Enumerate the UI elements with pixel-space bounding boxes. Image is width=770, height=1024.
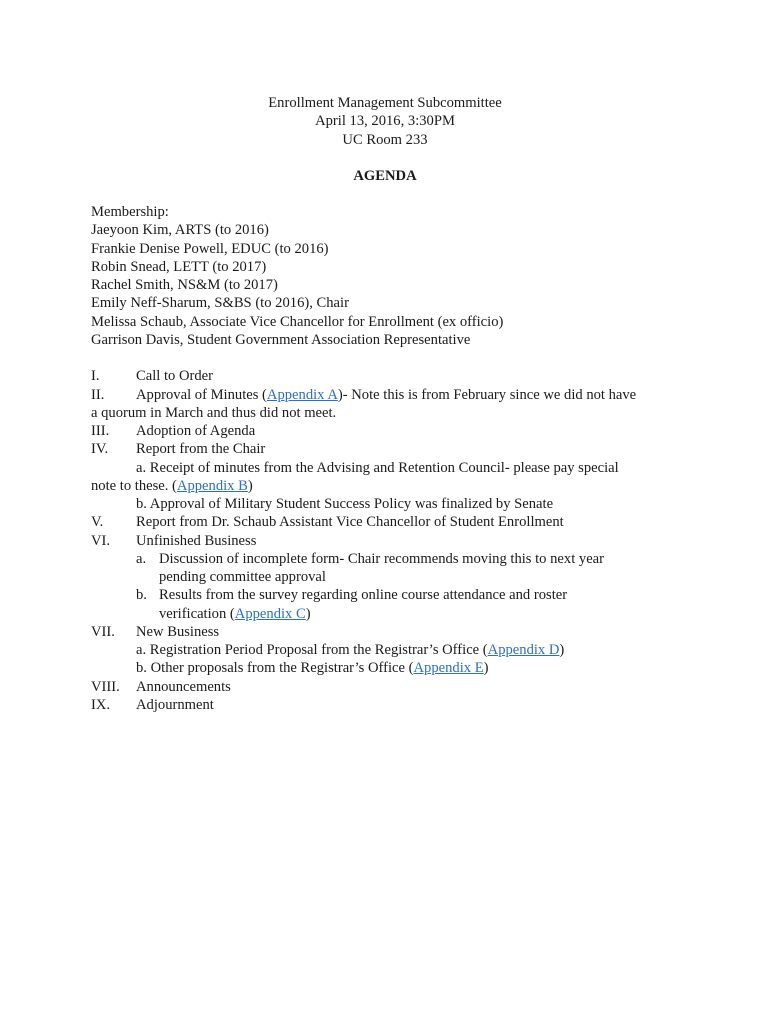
item-text: ) [305, 605, 311, 622]
member-item: Jaeyoon Kim, ARTS (to 2016) [91, 222, 269, 239]
agenda-item-ii-continuation: a quorum in March and thus did not meet. [91, 404, 337, 421]
agenda-item-iv [91, 440, 691, 458]
sub-item-vii-b [91, 659, 691, 677]
item-text: New Business [136, 623, 220, 640]
item-number: IV. [91, 441, 109, 458]
sub-item-iv-a-continuation [91, 477, 691, 495]
member-item: Robin Snead, LETT (to 2017) [91, 258, 267, 275]
member-item: Rachel Smith, NS&M (to 2017) [91, 277, 278, 293]
agenda-item-v [91, 513, 691, 531]
agenda-item-ii [91, 386, 691, 404]
item-number: VI. [91, 532, 111, 549]
item-text: verification ( [159, 605, 235, 622]
sub-item-vi-b-continuation [91, 605, 691, 623]
sub-item-vi-a [91, 550, 691, 568]
item-text: Adjournment [136, 696, 214, 713]
appendix-b-link[interactable]: Appendix B [176, 477, 248, 494]
appendix-d-link[interactable]: Appendix D [487, 642, 560, 658]
sub-item-iv-b: b. Approval of Military Student Success Policy was finalized by Senate [136, 496, 554, 512]
membership-label: Membership: [91, 204, 169, 220]
item-number: III. [91, 423, 110, 439]
item-number: II. [91, 386, 105, 403]
item-text: a. Registration Period Proposal from the Registrar’s Office ( [136, 642, 488, 658]
item-text: ) [483, 660, 489, 677]
sub-item-vii-a [91, 641, 691, 659]
meeting-room: UC Room 233 [342, 131, 428, 148]
item-text: Announcements [136, 678, 231, 695]
item-number: VIII. [91, 678, 120, 695]
item-text: Report from the Chair [136, 441, 266, 458]
item-text: ) [247, 477, 253, 494]
item-number: VII. [91, 623, 115, 640]
item-text: Discussion of incomplete form- Chair recommends moving this to next year [159, 550, 605, 567]
document-header [0, 94, 770, 185]
agenda-item-ix [91, 696, 691, 714]
member-item: Garrison Davis, Student Government Association Representative [91, 331, 471, 348]
item-number: V. [91, 514, 104, 531]
sub-item-letter: a. [136, 550, 147, 567]
member-item: Frankie Denise Powell, EDUC (to 2016) [91, 240, 329, 257]
membership-section [91, 203, 691, 349]
sub-item-vi-a-continuation: pending committee approval [159, 569, 326, 585]
item-text: Unfinished Business [136, 532, 257, 549]
sub-item-iv-a: a. Receipt of minutes from the Advising and Retention Council- please pay special [136, 459, 619, 476]
agenda-item-vi [91, 532, 691, 550]
appendix-e-link[interactable]: Appendix E [413, 660, 484, 677]
meeting-datetime: April 13, 2016, 3:30PM [315, 113, 455, 130]
sub-item-letter: b. [136, 587, 147, 604]
document-body [91, 203, 691, 714]
agenda-item-vii [91, 623, 691, 641]
item-text: Call to Order [136, 368, 214, 385]
item-text: Report from Dr. Schaub Assistant Vice Chancellor of Student Enrollment [136, 514, 564, 531]
agenda-heading: AGENDA [353, 168, 417, 185]
committee-title: Enrollment Management Subcommittee [268, 95, 502, 111]
member-item: Melissa Schaub, Associate Vice Chancellor for Enrollment (ex officio) [91, 313, 504, 330]
appendix-c-link[interactable]: Appendix C [234, 605, 306, 622]
agenda-list [91, 367, 691, 714]
item-text: ) [559, 642, 565, 658]
item-text: )- Note this is from February since we did not have [337, 386, 637, 403]
item-text: Approval of Minutes ( [136, 386, 267, 403]
appendix-a-link[interactable]: Appendix A [266, 386, 338, 403]
item-text: b. Other proposals from the Registrar’s Office ( [136, 660, 414, 677]
item-number: I. [91, 368, 100, 385]
item-text: note to these. ( [91, 477, 177, 494]
item-text: Results from the survey regarding online course attendance and roster [159, 587, 568, 604]
agenda-item-viii [91, 678, 691, 696]
sub-item-vi-b [91, 586, 691, 604]
item-text: Adoption of Agenda [136, 423, 256, 439]
item-number: IX. [91, 696, 111, 713]
agenda-item-iii [91, 422, 691, 440]
agenda-item-i [91, 367, 691, 385]
member-item: Emily Neff-Sharum, S&BS (to 2016), Chair [91, 295, 349, 312]
